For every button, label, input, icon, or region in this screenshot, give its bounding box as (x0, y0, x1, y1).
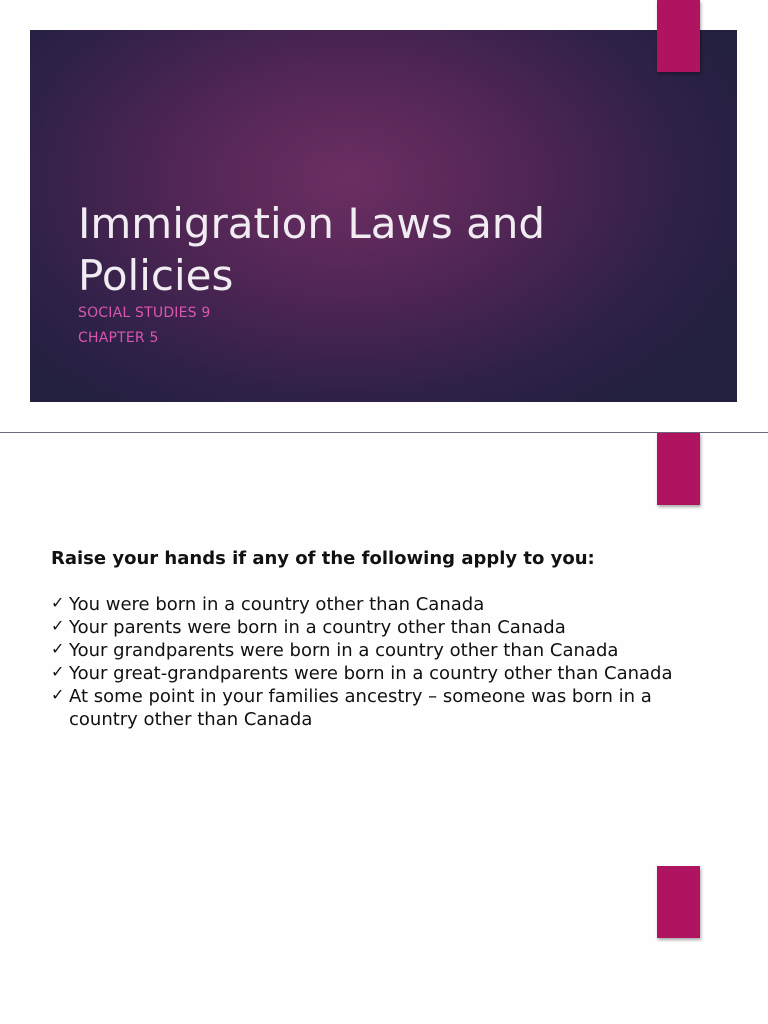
title-slide (30, 30, 737, 402)
checkmark-icon: ✓ (51, 662, 65, 681)
slide-title: Immigration Laws and Policies (78, 199, 546, 300)
slide-divider (0, 432, 768, 433)
accent-bar-top (657, 0, 700, 72)
checklist (51, 593, 711, 731)
list-item (51, 639, 711, 662)
accent-bar-bottom (657, 866, 700, 938)
checkmark-icon: ✓ (51, 685, 65, 704)
list-item-text: Your parents were born in a country other than Canada (69, 617, 566, 638)
subtitle-chapter: CHAPTER 5 (78, 330, 159, 346)
checkmark-icon: ✓ (51, 616, 65, 635)
list-item (51, 685, 711, 731)
subtitle-course: SOCIAL STUDIES 9 (78, 305, 211, 321)
checkmark-icon: ✓ (51, 593, 65, 612)
list-item (51, 616, 711, 639)
slide2-heading: Raise your hands if any of the following apply to you: (51, 548, 595, 569)
list-item-text: You were born in a country other than Canada (69, 594, 485, 615)
list-item (51, 593, 711, 616)
list-item-text: Your grandparents were born in a country other than Canada (69, 640, 619, 661)
list-item-text: Your great-grandparents were born in a country other than Canada (69, 663, 673, 684)
checkmark-icon: ✓ (51, 639, 65, 658)
list-item (51, 662, 711, 685)
list-item-text: At some point in your families ancestry – someone was born in a country other than Canada (69, 686, 652, 730)
accent-bar-middle (657, 433, 700, 505)
